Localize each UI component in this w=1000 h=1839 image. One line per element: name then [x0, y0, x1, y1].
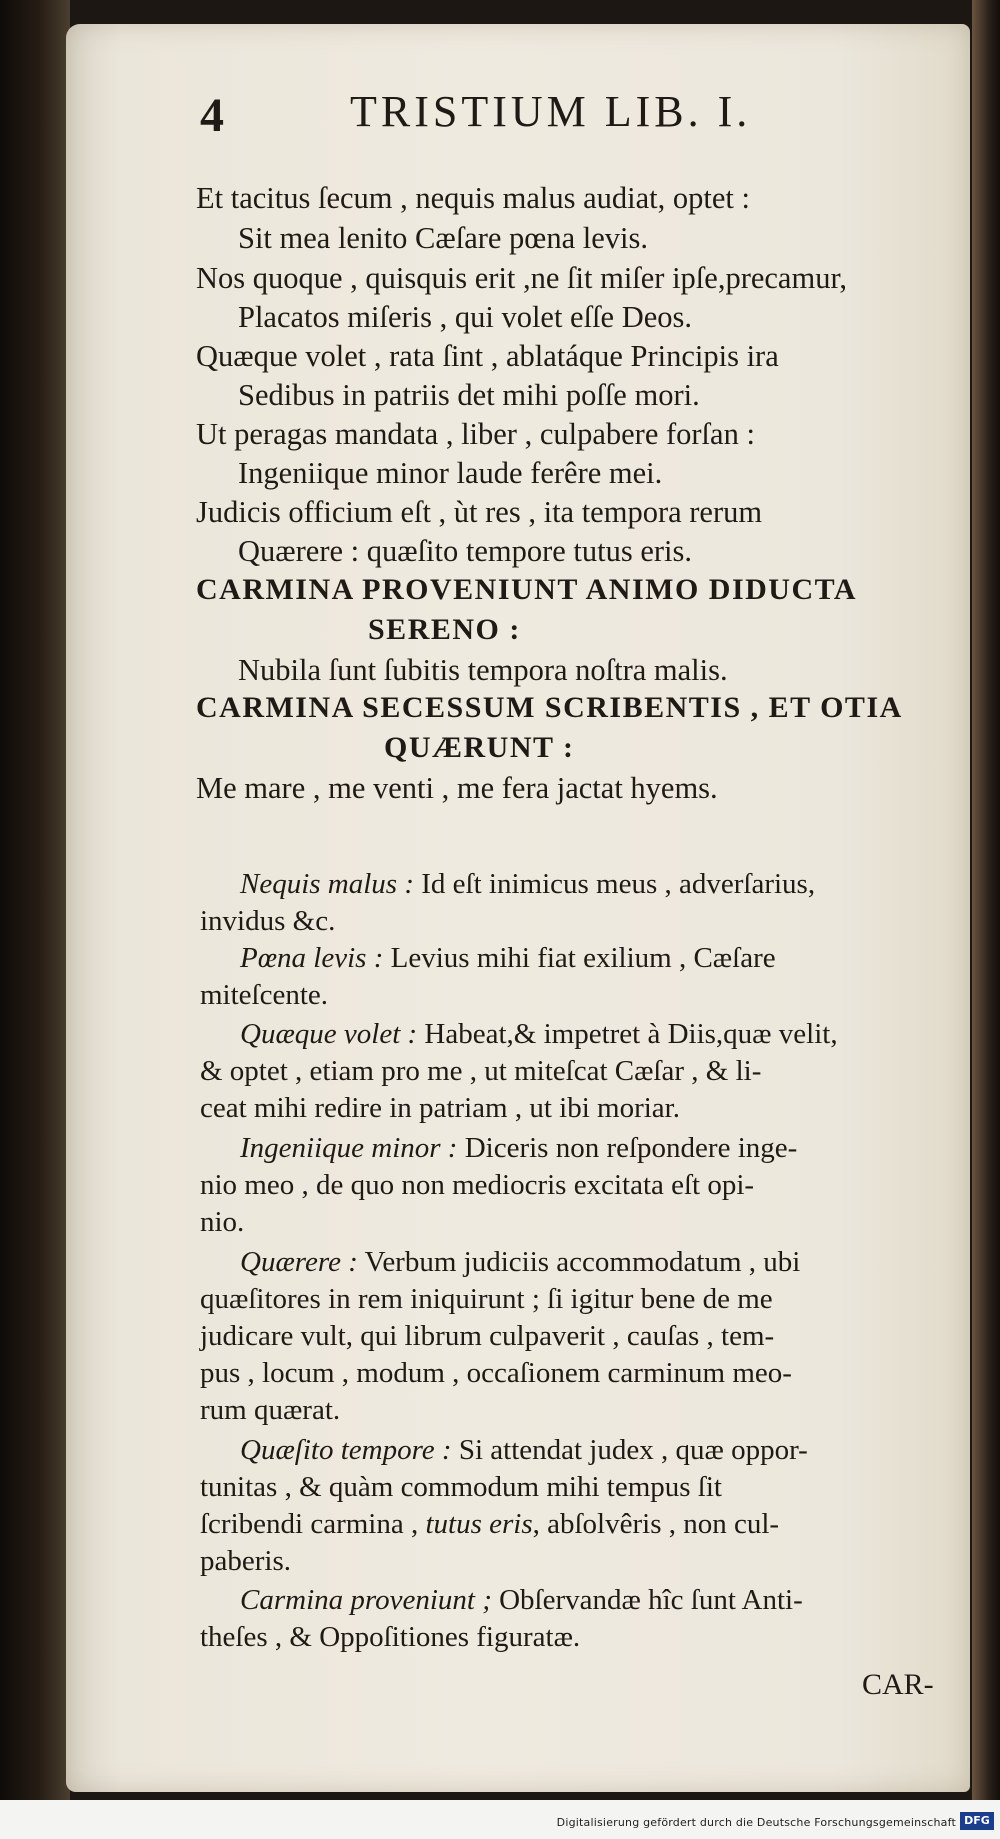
note-line: tunitas , & quàm commodum mihi tempus ſit	[200, 1471, 722, 1503]
note-lemma: Nequis malus :	[240, 868, 414, 900]
note-line	[240, 1582, 980, 1619]
note-lemma: Quæſito tempore :	[240, 1434, 452, 1466]
note-line: theſes , & Oppoſitiones figuratæ.	[200, 1621, 581, 1653]
note-text: Verbum judiciis accommodatum , ubi	[357, 1246, 801, 1278]
note-lemma: Carmina proveniunt ;	[240, 1584, 492, 1616]
note-italic: tutus eris	[425, 1508, 533, 1540]
note-line: judicare vult, qui librum culpaverit , cauſas , tem-	[200, 1320, 775, 1352]
note-line: miteſcente.	[200, 979, 329, 1011]
book-gutter-shadow	[0, 0, 70, 1839]
verse-line: Judicis officium eſt , ùt res , ita tempora rerum	[196, 495, 763, 529]
note-lemma: Pœna levis :	[240, 942, 384, 974]
verse-line: Sit mea lenito Cæſare pœna levis.	[238, 221, 648, 255]
note-line: invidus &c.	[200, 905, 336, 937]
note-line	[200, 1506, 940, 1543]
catchword: CAR-	[862, 1668, 934, 1701]
note-text: Id eſt inimicus meus , adverſarius,	[414, 868, 816, 900]
maxim-heading: CARMINA SECESSUM SCRIBENTIS , ET OTIA	[196, 691, 903, 724]
note-line: paberis.	[200, 1545, 291, 1577]
verse-line: Placatos miſeris , qui volet eſſe Deos.	[238, 300, 693, 334]
note-text: Diceris non reſpondere inge-	[457, 1132, 798, 1164]
maxim-heading-cont: QUÆRUNT :	[384, 731, 575, 764]
note-text: Obſervandæ hîc ſunt Anti-	[491, 1584, 803, 1616]
note-line	[240, 1130, 980, 1167]
note-line: ceat mihi redire in patriam , ut ibi moriar.	[200, 1092, 680, 1124]
note-text: Levius mihi fiat exilium , Cæſare	[383, 942, 776, 974]
verse-line: Quærere : quæſito tempore tutus eris.	[238, 534, 693, 568]
note-text: Si attendat judex , quæ oppor-	[451, 1434, 808, 1466]
note-line: nio meo , de quo non mediocris excitata eſt opi-	[200, 1169, 755, 1201]
note-text: , abſolvêris , non cul-	[532, 1508, 780, 1540]
note-line: rum quærat.	[200, 1394, 341, 1426]
verse-line: Et tacitus ſecum , nequis malus audiat, optet :	[196, 181, 750, 215]
note-line	[240, 1432, 980, 1469]
note-line: nio.	[200, 1206, 245, 1238]
page-number: 4	[200, 89, 224, 142]
verse-line: Me mare , me venti , me fera jactat hyems.	[196, 771, 718, 805]
note-line	[240, 940, 980, 977]
note-line: & optet , etiam pro me , ut miteſcat Cæſar , & li-	[200, 1055, 762, 1087]
verse-line: Ut peragas mandata , liber , culpabere forſan :	[196, 417, 755, 451]
note-line	[240, 1016, 980, 1053]
maxim-heading-cont: SERENO :	[368, 613, 521, 646]
note-lemma: Quæque volet :	[240, 1018, 418, 1050]
maxim-heading: CARMINA PROVENIUNT ANIMO DIDUCTA	[196, 573, 858, 606]
note-line: quæſitores in rem iniquirunt ; ſi igitur bene de me	[200, 1283, 773, 1315]
verse-line: Nos quoque , quisquis erit ,ne ſit miſer ipſe,precamur,	[196, 261, 847, 295]
verse-line: Ingeniique minor laude ferêre mei.	[238, 456, 663, 490]
note-text: Habeat,& impetret à Diis,quæ velit,	[417, 1018, 838, 1050]
note-line	[240, 1244, 980, 1281]
note-line: pus , locum , modum , occaſionem carminum meo-	[200, 1357, 792, 1389]
note-text: ſcribendi carmina ,	[200, 1508, 419, 1540]
note-line	[240, 866, 980, 903]
running-head: TRISTIUM LIB. I.	[350, 87, 752, 136]
verse-line: Quæque volet , rata ſint , ablatáque Principis ira	[196, 339, 779, 373]
note-lemma: Quærere :	[240, 1246, 358, 1278]
dfg-logo-icon: DFG	[960, 1812, 994, 1830]
funding-credit: Digitalisierung gefördert durch die Deutsche Forschungsgemeinschaft	[556, 1816, 956, 1829]
verse-line: Nubila ſunt ſubitis tempora noſtra malis.	[238, 653, 728, 687]
verse-line: Sedibus in patriis det mihi poſſe mori.	[238, 378, 700, 412]
note-lemma: Ingeniique minor :	[240, 1132, 458, 1164]
